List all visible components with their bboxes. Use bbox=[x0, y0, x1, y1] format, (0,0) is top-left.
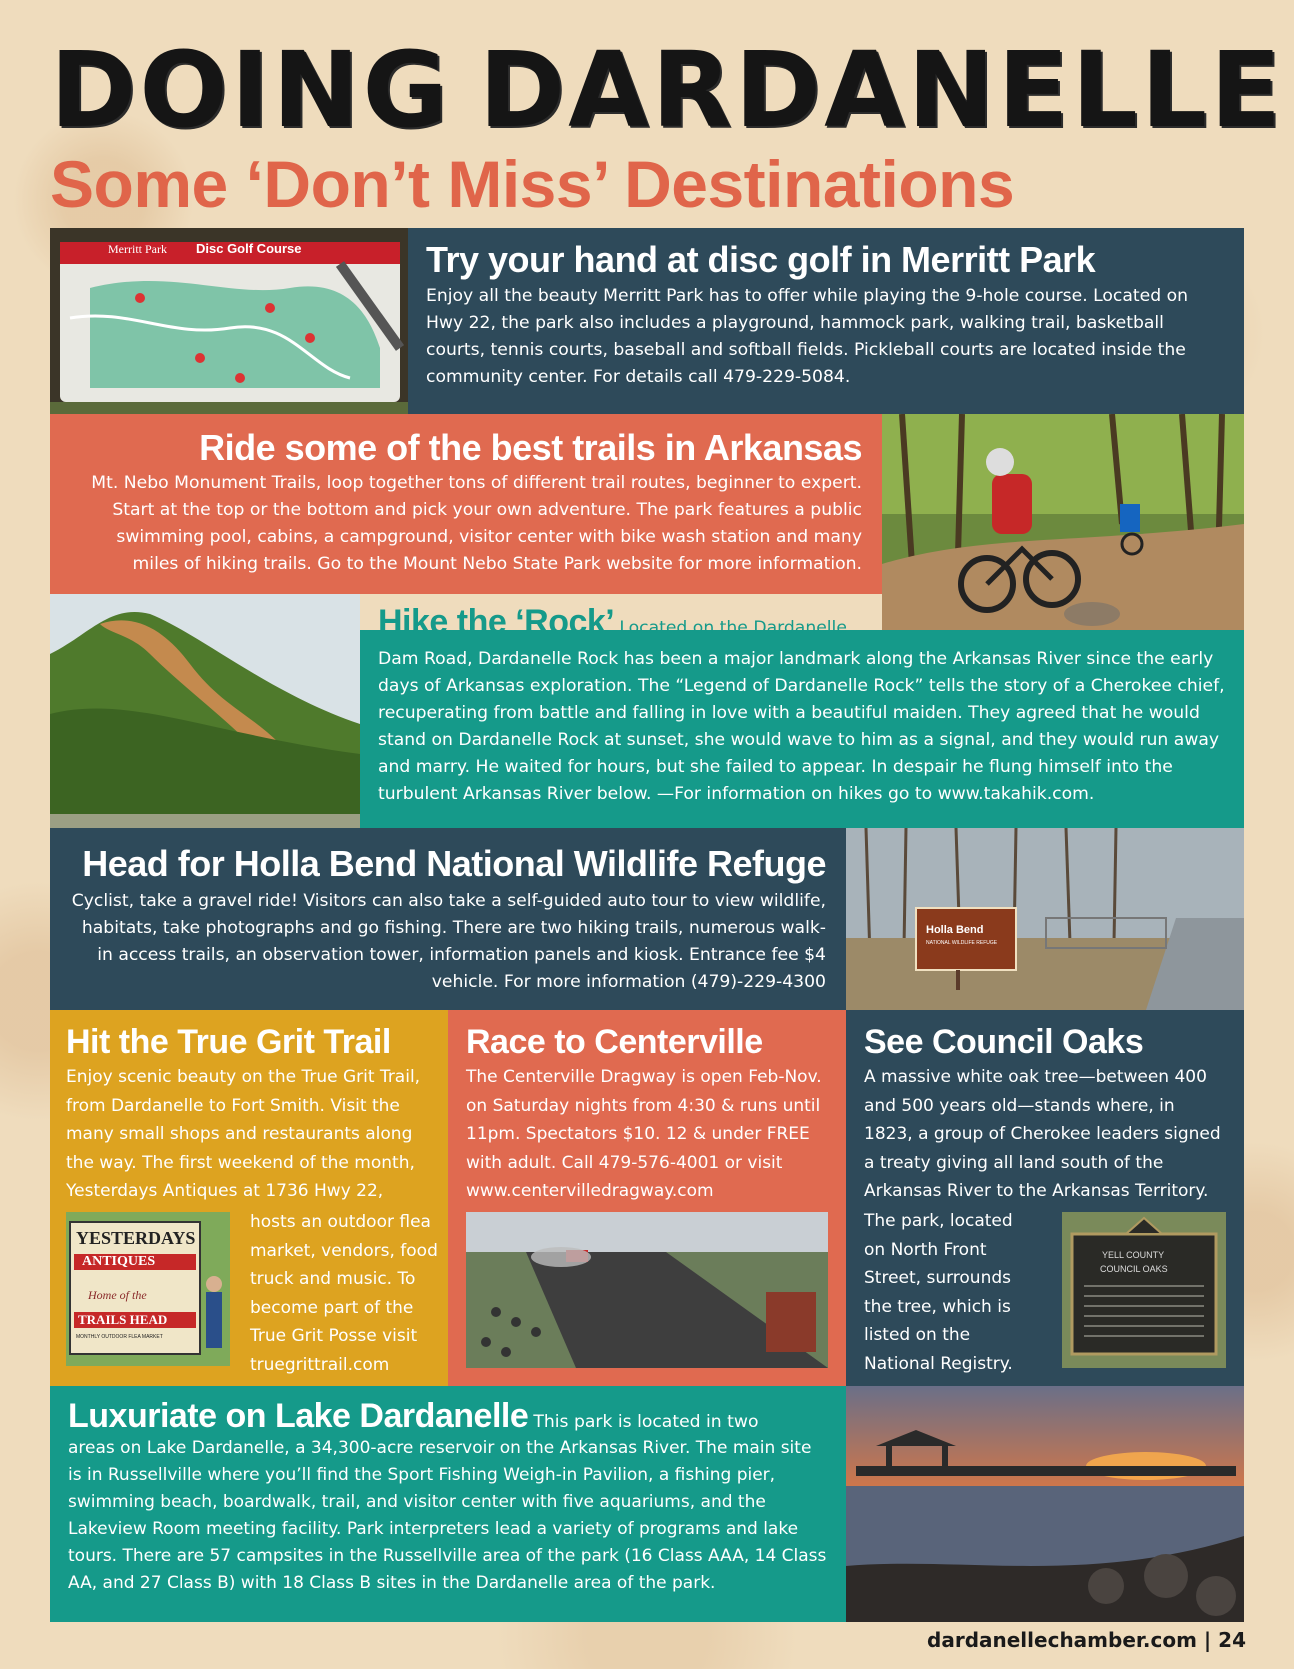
title-word-dardanelle: DARDANELLE bbox=[478, 29, 1285, 151]
plaque-yell-county: YELL COUNTY bbox=[1102, 1250, 1165, 1260]
sign-label-disc-golf: Disc Golf Course bbox=[196, 241, 302, 256]
trails-panel bbox=[50, 414, 882, 594]
council-oaks-plaque-photo bbox=[1062, 1212, 1226, 1368]
sign-antiques: ANTIQUES bbox=[82, 1254, 156, 1269]
true-grit-title: Hit the True Grit Trail bbox=[66, 1023, 391, 1061]
sign-yesterdays: YESTERDAYS bbox=[76, 1228, 196, 1248]
rock-title: Hike the ‘Rock’ bbox=[378, 603, 615, 641]
holla-bend-title: Head for Holla Bend National Wildlife Refuge bbox=[82, 843, 826, 884]
centerville-text: The Centerville Dragway is open Feb-Nov. on Saturday nights from 4:30 & runs until 11pm. Spectators $10. 12 & under FREE with adult. Call 479-576-4001 or visit www.centervilledragway.com bbox=[466, 1067, 822, 1202]
sign-flea-market: MONTHLY OUTDOOR FLEA MARKET bbox=[76, 1334, 163, 1340]
council-oaks-text-side: The park, located on North Front Street, surrounds the tree, which is listed on the National Registry. bbox=[864, 1211, 1013, 1374]
dardanelle-rock-photo bbox=[50, 594, 360, 828]
trails-text: Mt. Nebo Monument Trails, loop together tons of different trail routes, beginner to expert. Start at the top or the bottom and pick your own adventure. The park features a public swimming pool, cabins, a campground, visitor center with bike wash station and many miles of hiking trails. Go to the Mount Nebo State Park website for more information. bbox=[91, 472, 862, 574]
lake-text: areas on Lake Dardanelle, a 34,300-acre reservoir on the Arkansas River. The main site is in Russellville where you’ll find the Sport Fishing Weigh-in Pavilion, a fishing pier, swimming beach, boardwalk, trail, and visitor center with five aquariums, and the Lakeview Room meeting facility. Park interpreters lead a variety of programs and lake tours. There are 57 campsites in the Russellville area of the park (16 Class AAA, 14 Class AA, and 27 Class B) with 18 Class B sites in the Dardanelle area of the park. bbox=[68, 1438, 827, 1594]
sign-label-merritt-park: Merritt Park bbox=[108, 242, 167, 256]
lake-lead-text: This park is located in two bbox=[533, 1412, 759, 1432]
trails-title: Ride some of the best trails in Arkansas bbox=[199, 427, 862, 468]
holla-bend-sign-sub: NATIONAL WILDLIFE REFUGE bbox=[926, 940, 998, 946]
centerville-title: Race to Centerville bbox=[466, 1023, 763, 1061]
title-word-doing: DOING bbox=[50, 29, 451, 151]
lake-sunset-photo bbox=[846, 1386, 1244, 1622]
plaque-council-oaks: COUNCIL OAKS bbox=[1100, 1264, 1168, 1274]
true-grit-text-top: Enjoy scenic beauty on the True Grit Trail, from Dardanelle to Fort Smith. Visit the many small shops and restaurants along the way. The first weekend of the month, Yesterdays Antiques at 1736 Hwy 22, bbox=[66, 1067, 421, 1202]
yesterdays-antiques-photo bbox=[66, 1212, 230, 1366]
holla-bend-photo bbox=[846, 828, 1244, 1010]
holla-bend-sign-title: Holla Bend bbox=[926, 924, 984, 936]
merritt-park-title: Try your hand at disc golf in Merritt Park bbox=[426, 239, 1096, 280]
sign-home-of-the: Home of the bbox=[88, 1288, 147, 1302]
merritt-park-text: Enjoy all the beauty Merritt Park has to offer while playing the 9-hole course. Located on Hwy 22, the park also includes a playground, hammock park, walking trail, basketball courts, tennis courts, baseball and softball fields. Pickleball courts are located inside the community center. For details call 479-229-5084. bbox=[426, 285, 1189, 387]
council-oaks-text-top: A massive white oak tree—between 400 and 500 years old—stands where, in 1823, a group of Cherokee leaders signed a treaty giving all land south of the Arkansas River to the Arkansas Territory. bbox=[864, 1067, 1221, 1202]
lake-title: Luxuriate on Lake Dardanelle bbox=[68, 1397, 529, 1435]
mountain-bike-photo bbox=[882, 414, 1244, 632]
council-oaks-title: See Council Oaks bbox=[864, 1023, 1144, 1061]
page-title bbox=[50, 29, 1285, 151]
disc-golf-map-photo bbox=[50, 228, 408, 414]
page-subtitle: Some ‘Don’t Miss’ Destinations bbox=[50, 147, 1015, 221]
rock-lead-text: Located on the Dardanelle bbox=[619, 618, 847, 638]
dragway-photo bbox=[466, 1212, 828, 1368]
footer-site-page: dardanellechamber.com | 24 bbox=[927, 1628, 1246, 1652]
rock-heading bbox=[378, 604, 847, 641]
holla-bend-text: Cyclist, take a gravel ride! Visitors can also take a self-guided auto tour to view wildlife, habitats, take photographs and go fishing. There are two hiking trails, numerous walk-in access trails, an observation tower, information panels and kiosk. Entrance fee $4 vehicle. For more information (479)-229-4300 bbox=[71, 890, 826, 992]
rock-text: Dam Road, Dardanelle Rock has been a major landmark along the Arkansas River since the early days of Arkansas exploration. The “Legend of Dardanelle Rock” tells the story of a Cherokee chief, recuperating from battle and falling in love with a beautiful maiden. They agreed that he would stand on Dardanelle Rock at sunset, she would wave to him as a signal, and they would run away and marry. He waited for hours, but she failed to appear. In despair he flung himself into the turbulent Arkansas River below. —For information on hikes go to www.takahik.com. bbox=[378, 649, 1225, 804]
holla-bend-panel bbox=[50, 828, 846, 1010]
sign-trails-head: TRAILS HEAD bbox=[78, 1312, 168, 1327]
lake-heading bbox=[68, 1398, 828, 1435]
lake-dardanelle-panel bbox=[50, 1386, 846, 1622]
merritt-park-panel bbox=[408, 228, 1244, 414]
true-grit-text-side: hosts an outdoor flea market, vendors, food truck and music. To become part of the True Grit Posse visit truegrittrail.com bbox=[250, 1212, 438, 1375]
